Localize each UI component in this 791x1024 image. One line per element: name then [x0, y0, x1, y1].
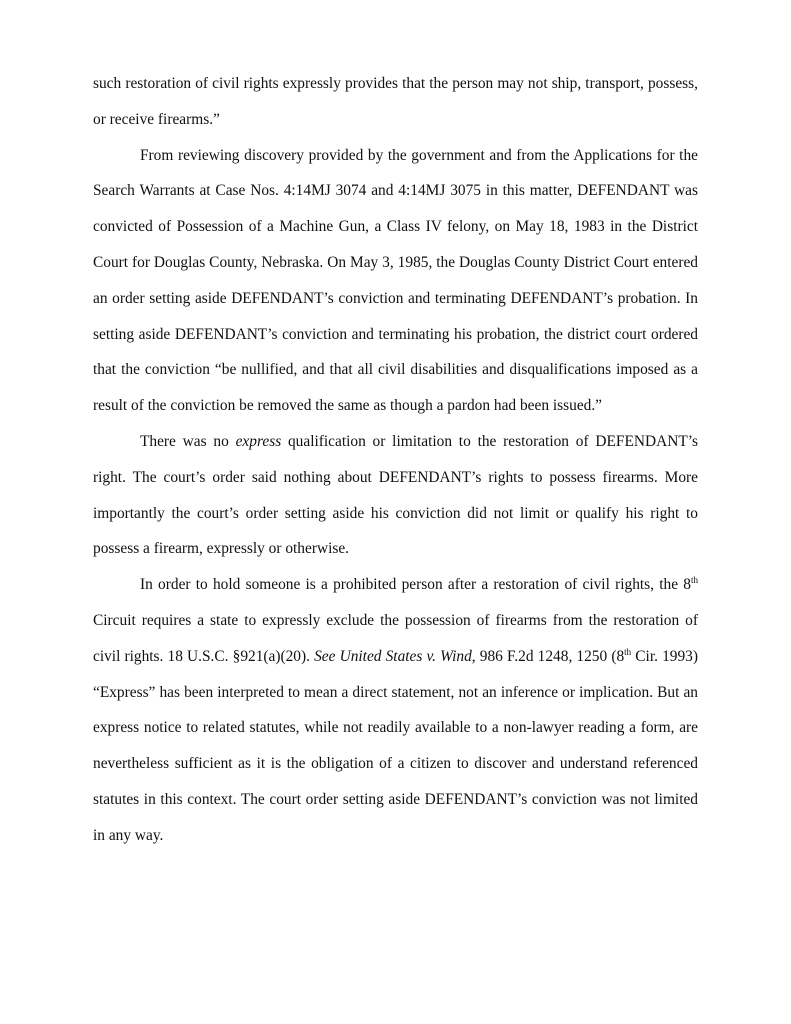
paragraph-discovery	[93, 138, 698, 424]
paragraph-express-qualification	[93, 424, 698, 567]
paragraph-text: , 986 F.2d 1248, 1250 (8	[471, 647, 625, 665]
case-citation: See United States v. Wind	[314, 647, 472, 665]
emphasis-text: express	[235, 432, 282, 450]
paragraph-text: From reviewing discovery provided by the government and from the Applications for the Search Warrants at Case Nos. 4:14MJ 3074 and 4:14MJ 3075 in this matter, DEFENDANT was convicted of Possession of a Machine Gun, a Class IV felony, on May 18, 1983 in the District Court for Douglas County, Nebraska. On May 3, 1985, the Douglas County District Court entered an order setting aside DEFENDANT’s conviction and terminating DEFENDANT’s probation. In setting aside DEFENDANT’s conviction and terminating his probation, the district court ordered that the conviction “be nullified, and that all civil disabilities and disqualifications imposed as a result of the conviction be removed the same as though a pardon had been issued.”	[93, 146, 698, 415]
paragraph-text: qualification or limitation to the restoration of DEFENDANT’s right. The court’s order said nothing about DEFENDANT’s rights to possess firearms. More importantly the court’s order setting aside his conviction did not limit or qualify his right to possess a firearm, expressly or otherwise.	[93, 432, 698, 558]
paragraph-continuation	[93, 66, 698, 138]
paragraph-text: There was no	[140, 432, 236, 450]
ordinal-superscript: th	[624, 646, 632, 657]
ordinal-superscript: th	[690, 575, 698, 586]
paragraph-text: Cir. 1993) “Express” has been interpreted to mean a direct statement, not an inference or implication. But an express notice to related statutes, while not readily available to a non-lawyer reading a form, are nevertheless sufficient as it is the obligation of a citizen to discover and understand referenced statutes in this context. The court order setting aside DEFENDANT’s conviction was not limited in any way.	[93, 647, 698, 844]
paragraph-text: In order to hold someone is a prohibited person after a restoration of civil rights, the 8	[140, 576, 691, 594]
paragraph-text: such restoration of civil rights expressly provides that the person may not ship, transport, possess, or receive firearms.”	[93, 75, 698, 128]
document-body	[93, 66, 698, 854]
paragraph-text: Circuit requires a state to expressly exclude the possession of firearms from the restoration of civil rights. 18 U.S.C. §921(a)(20).	[93, 611, 698, 665]
paragraph-eighth-circuit	[93, 567, 698, 853]
